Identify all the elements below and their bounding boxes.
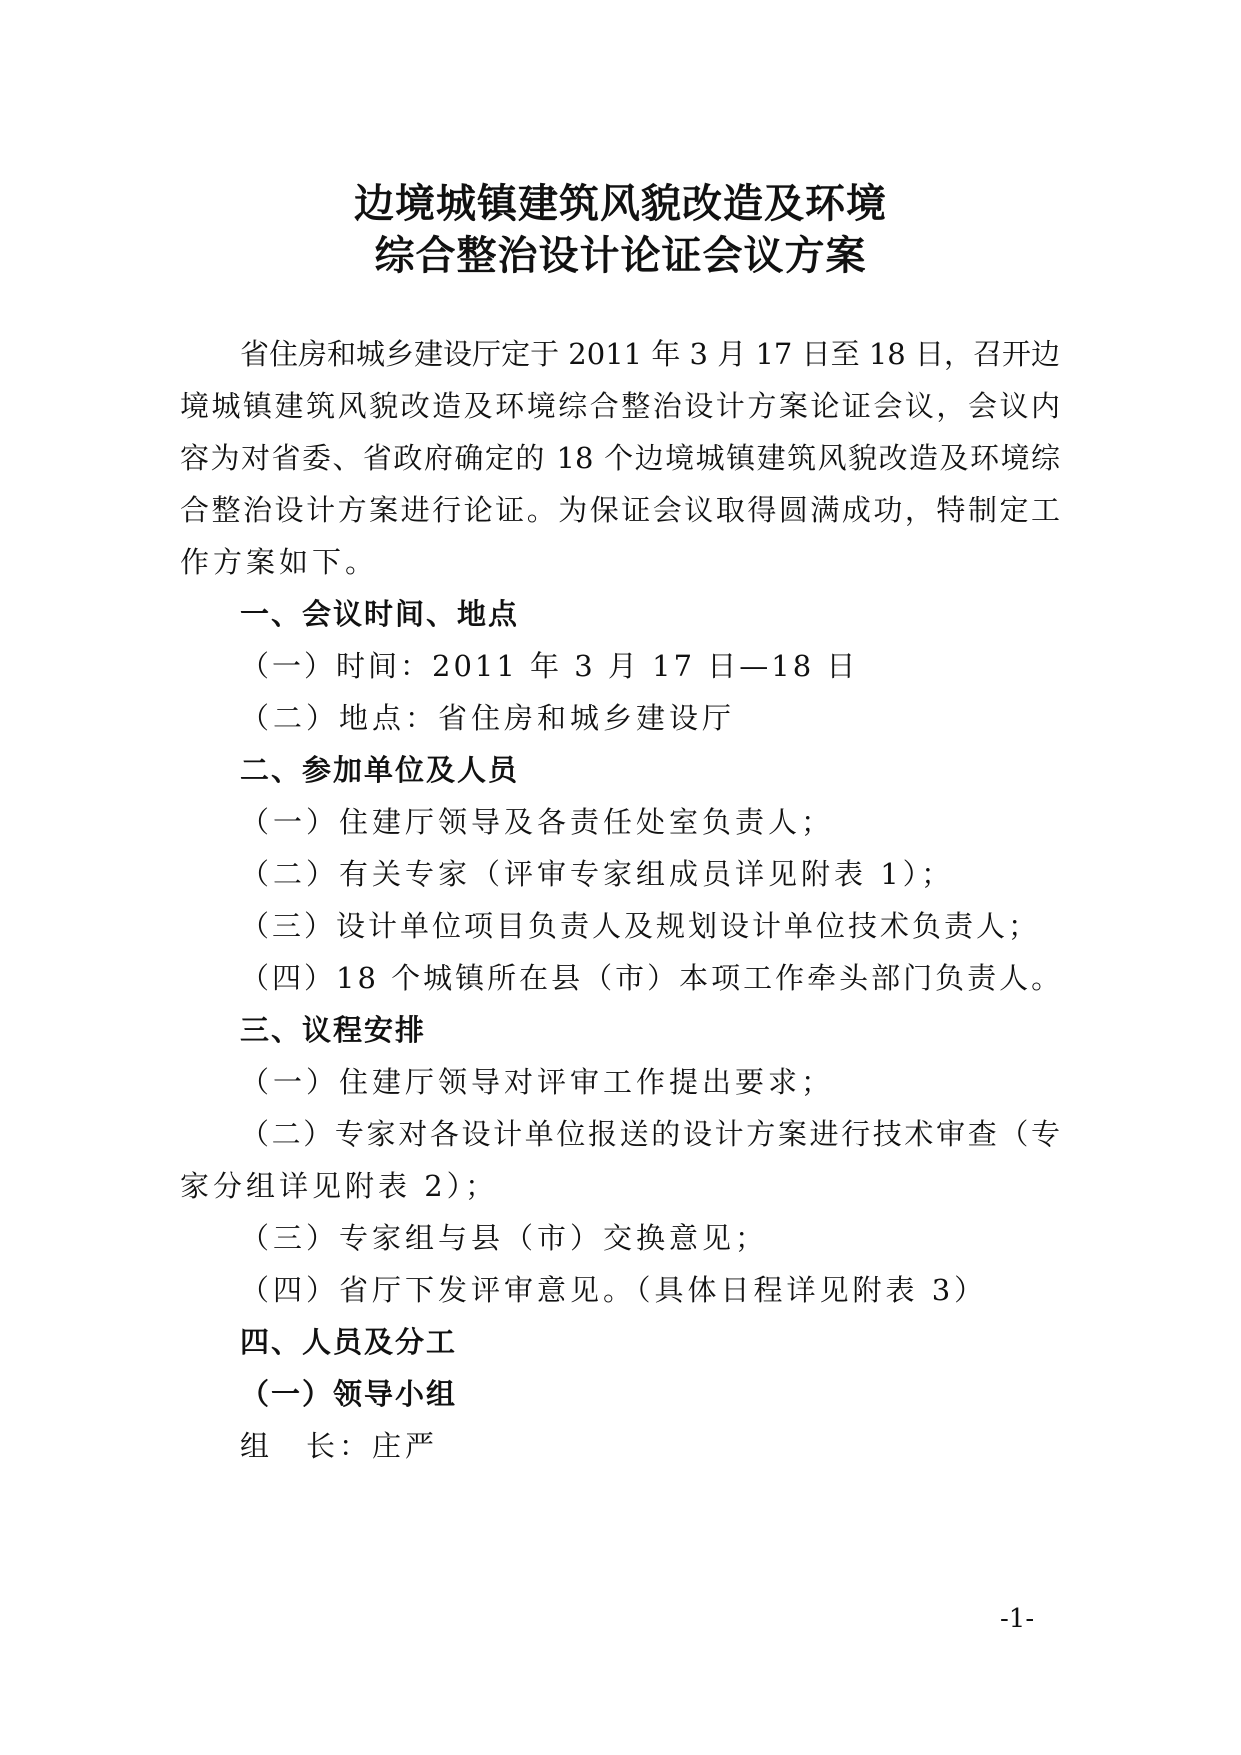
participant-item-4: （四）18 个城镇所在县（市）本项工作牵头部门负责人。 bbox=[240, 961, 1064, 995]
leadership-group-heading: （一）领导小组 bbox=[240, 1377, 458, 1411]
agenda-item-2-line-2: 家分组详见附表 2）； bbox=[180, 1169, 499, 1203]
section-3-heading: 三、议程安排 bbox=[240, 1013, 427, 1047]
group-leader-name: 庄严 bbox=[372, 1429, 439, 1463]
agenda-item-3: （三）专家组与县（市）交换意见； bbox=[240, 1221, 769, 1255]
intro-line-5: 作方案如下。 bbox=[180, 545, 379, 579]
section-2-heading: 二、参加单位及人员 bbox=[240, 753, 520, 787]
agenda-item-2-line-1: （二）专家对各设计单位报送的设计方案进行技术审查（专 bbox=[240, 1117, 1060, 1151]
intro-line-2: 境城镇建筑风貌改造及环境综合整治设计方案论证会议，会议内 bbox=[180, 389, 1060, 423]
participant-item-2: （二）有关专家（评审专家组成员详见附表 1）； bbox=[240, 857, 955, 891]
group-leader-label: 组 长： bbox=[240, 1429, 373, 1463]
section-1-heading: 一、会议时间、地点 bbox=[240, 597, 520, 631]
section-4-heading: 四、人员及分工 bbox=[240, 1325, 458, 1359]
participant-item-3: （三）设计单位项目负责人及规划设计单位技术负责人； bbox=[240, 909, 1041, 943]
participant-item-1: （一）住建厅领导及各责任处室负责人； bbox=[240, 805, 835, 839]
group-leader-row bbox=[240, 1429, 439, 1463]
agenda-item-4: （四）省厅下发评审意见。（具体日程详见附表 3） bbox=[240, 1273, 988, 1307]
meeting-location: （二）地点：省住房和城乡建设厅 bbox=[240, 701, 736, 735]
intro-line-3: 容为对省委、省政府确定的 18 个边境城镇建筑风貌改造及环境综 bbox=[180, 441, 1060, 475]
agenda-item-1: （一）住建厅领导对评审工作提出要求； bbox=[240, 1065, 835, 1099]
intro-line-4: 合整治设计方案进行论证。为保证会议取得圆满成功，特制定工 bbox=[180, 493, 1060, 527]
page-number: -1- bbox=[1000, 1604, 1035, 1634]
document-title-line-2: 综合整治设计论证会议方案 bbox=[374, 233, 867, 279]
intro-line-1: 省住房和城乡建设厅定于 2011 年 3 月 17 日至 18 日，召开边 bbox=[240, 337, 1060, 371]
document-title-line-1: 边境城镇建筑风貌改造及环境 bbox=[354, 181, 887, 227]
meeting-time: （一）时间：2011 年 3 月 17 日—18 日 bbox=[240, 649, 859, 683]
